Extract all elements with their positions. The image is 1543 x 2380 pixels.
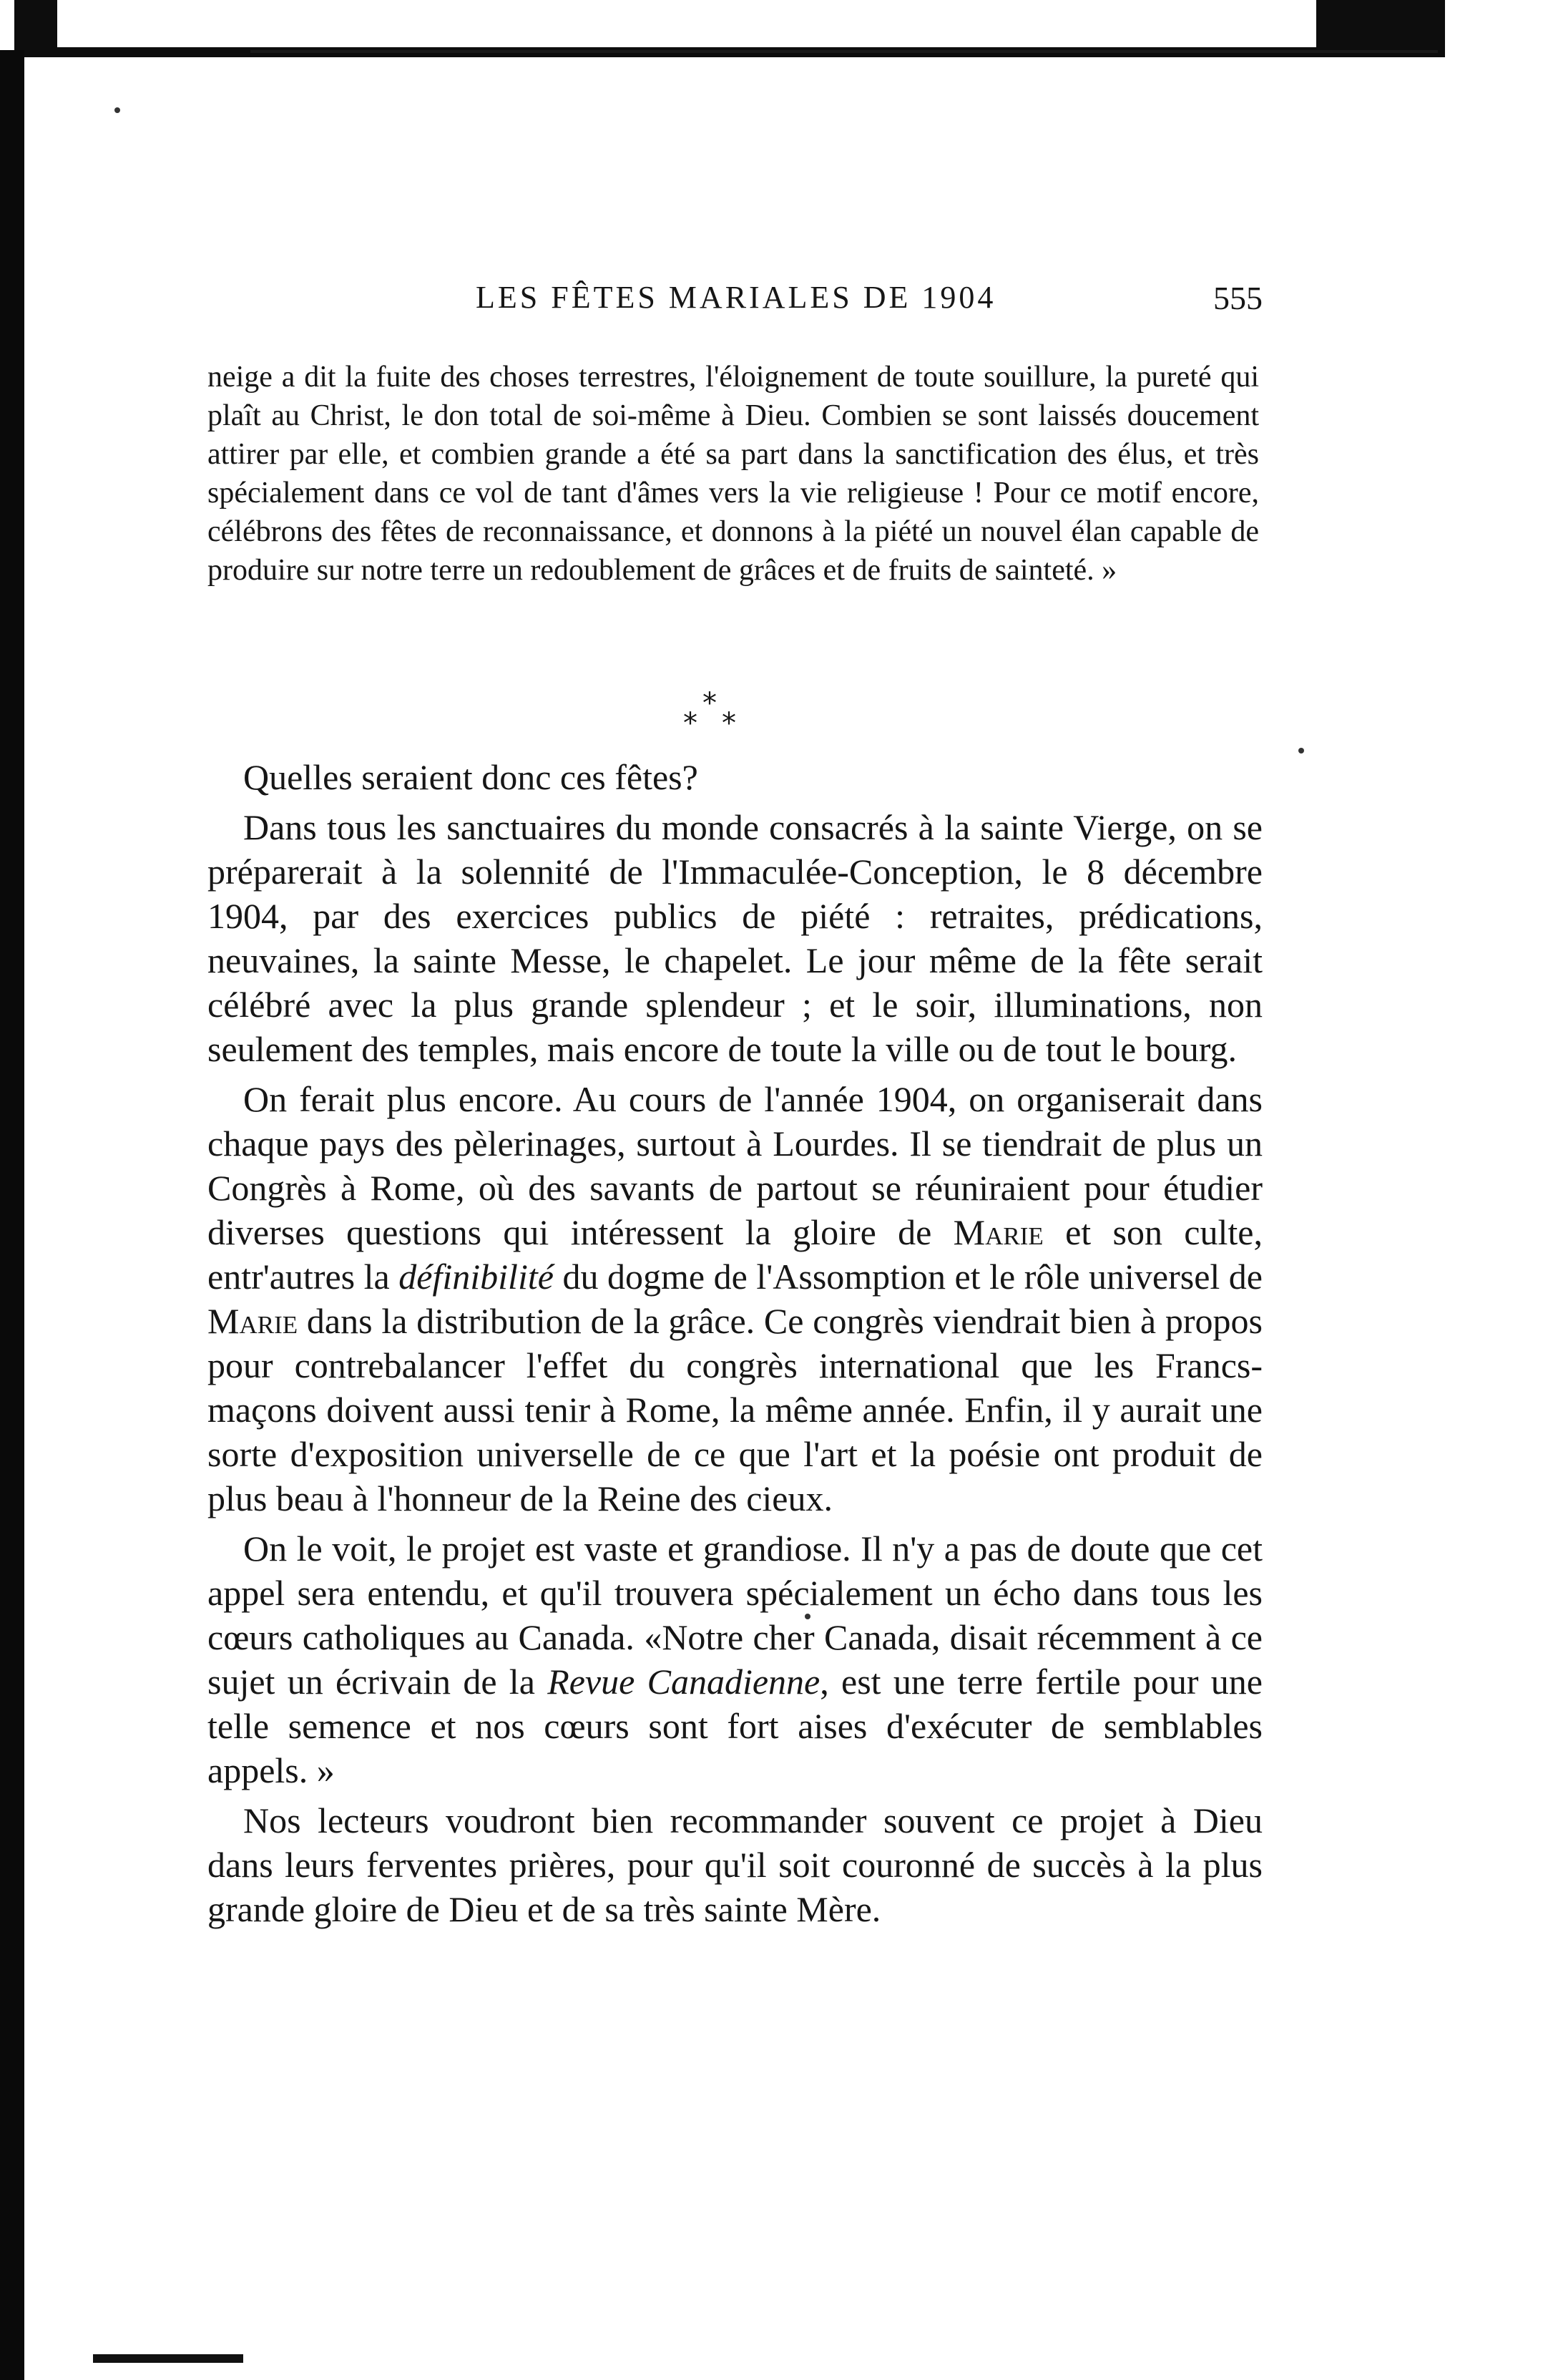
asterism-separator [676, 687, 755, 744]
scan-top-rule [250, 50, 1438, 53]
running-head [204, 279, 1263, 329]
scan-border-top-gap [57, 0, 1316, 47]
scan-border-left [0, 50, 24, 2380]
text-run: et son culte, entr'autres la [207, 1212, 1263, 1297]
text-run: dans la distribution de la grâce. Ce congrès viendrait bien à propos pour contrebalancer l'effet du congrès international que les Francs-maçons doivent aussi tenir à Rome, la même année. Enfin, il y aurait une sorte d'exposition universelle de ce que l'art et la poésie ont produit de plus beau à l'honneur de la Reine des cieux. [207, 1301, 1263, 1518]
scan-border-bottom [93, 2354, 243, 2363]
page-number: 555 [1213, 280, 1263, 316]
text-run: du dogme de l'Assomption et le rôle universel de [553, 1257, 1263, 1297]
article-body [207, 755, 1263, 1931]
revue-canadienne-title: Revue Canadienne [547, 1662, 821, 1702]
asterism-star: * [683, 707, 697, 740]
paragraph-canada [207, 1526, 1263, 1793]
definibilite-term: définibilité [398, 1257, 554, 1297]
text-run: On le voit, le projet est vaste et grandiose. Il n'y a pas de doute que cet appel sera entendu, et qu'il trouvera spécialement un écho dans tous les cœurs catholiques au Canada. «Notre cher Canada, disait récemment à ce sujet un écrivain de la [207, 1528, 1263, 1702]
scan-speck [1298, 748, 1304, 753]
scan-speck [114, 107, 120, 113]
paragraph-prayers: Nos lecteurs voudront bien recommander souvent ce projet à Dieu dans leurs ferventes prières, pour qu'il soit couronné de succès à la plus grande gloire de Dieu et de sa très sainte Mère. [207, 1800, 1263, 1929]
marie-name: Marie [953, 1212, 1044, 1252]
text-run: , est une terre fertile pour une telle semence et nos cœurs sont fort aises d'exécuter de semblables appels. » [207, 1662, 1263, 1790]
asterism-star: * [722, 707, 736, 740]
quote-paragraph: neige a dit la fuite des choses terrestres, l'éloignement de toute souillure, la pureté qui plaît au Christ, le don total de soi-même à Dieu. Combien se sont laissés doucement attirer par elle, et combien grande a été sa part dans la sanctification des élus, et très spécialement dans ce vol de tant d'âmes vers la vie religieuse ! Pour ce motif encore, célébrons des fêtes de reconnaissance, et donnons à la piété un nouvel élan capable de produire sur notre terre un redoublement de grâces et de fruits de sainteté. » [207, 361, 1259, 587]
marie-name: Marie [207, 1301, 298, 1341]
paragraph-sanctuaries: Dans tous les sanctuaires du monde consacrés à la sainte Vierge, on se préparerait à la solennité de l'Immaculée-Conception, le 8 décembre 1904, par des exercices publics de piété : retraites, prédications, neuvaines, la sainte Messe, le chapelet. Le jour même de la fête serait célébré avec la plus grande splendeur ; et le soir, illuminations, non seulement des temples, mais encore de toute la ville ou de tout le bourg. [207, 807, 1263, 1069]
page-header-title: LES FÊTES MARIALES DE 1904 [476, 280, 996, 315]
paragraph-question: Quelles seraient donc ces fêtes? [243, 757, 698, 797]
paragraph-congress [207, 1077, 1263, 1521]
text-run: On ferait plus encore. Au cours de l'année 1904, on organiserait dans chaque pays des pèlerinages, surtout à Lourdes. Il se tiendrait de plus un Congrès à Rome, où des savants de partout se réuniraient pour étudier diverses questions qui intéressent la gloire de [207, 1079, 1263, 1252]
asterism-star: * [702, 687, 717, 720]
